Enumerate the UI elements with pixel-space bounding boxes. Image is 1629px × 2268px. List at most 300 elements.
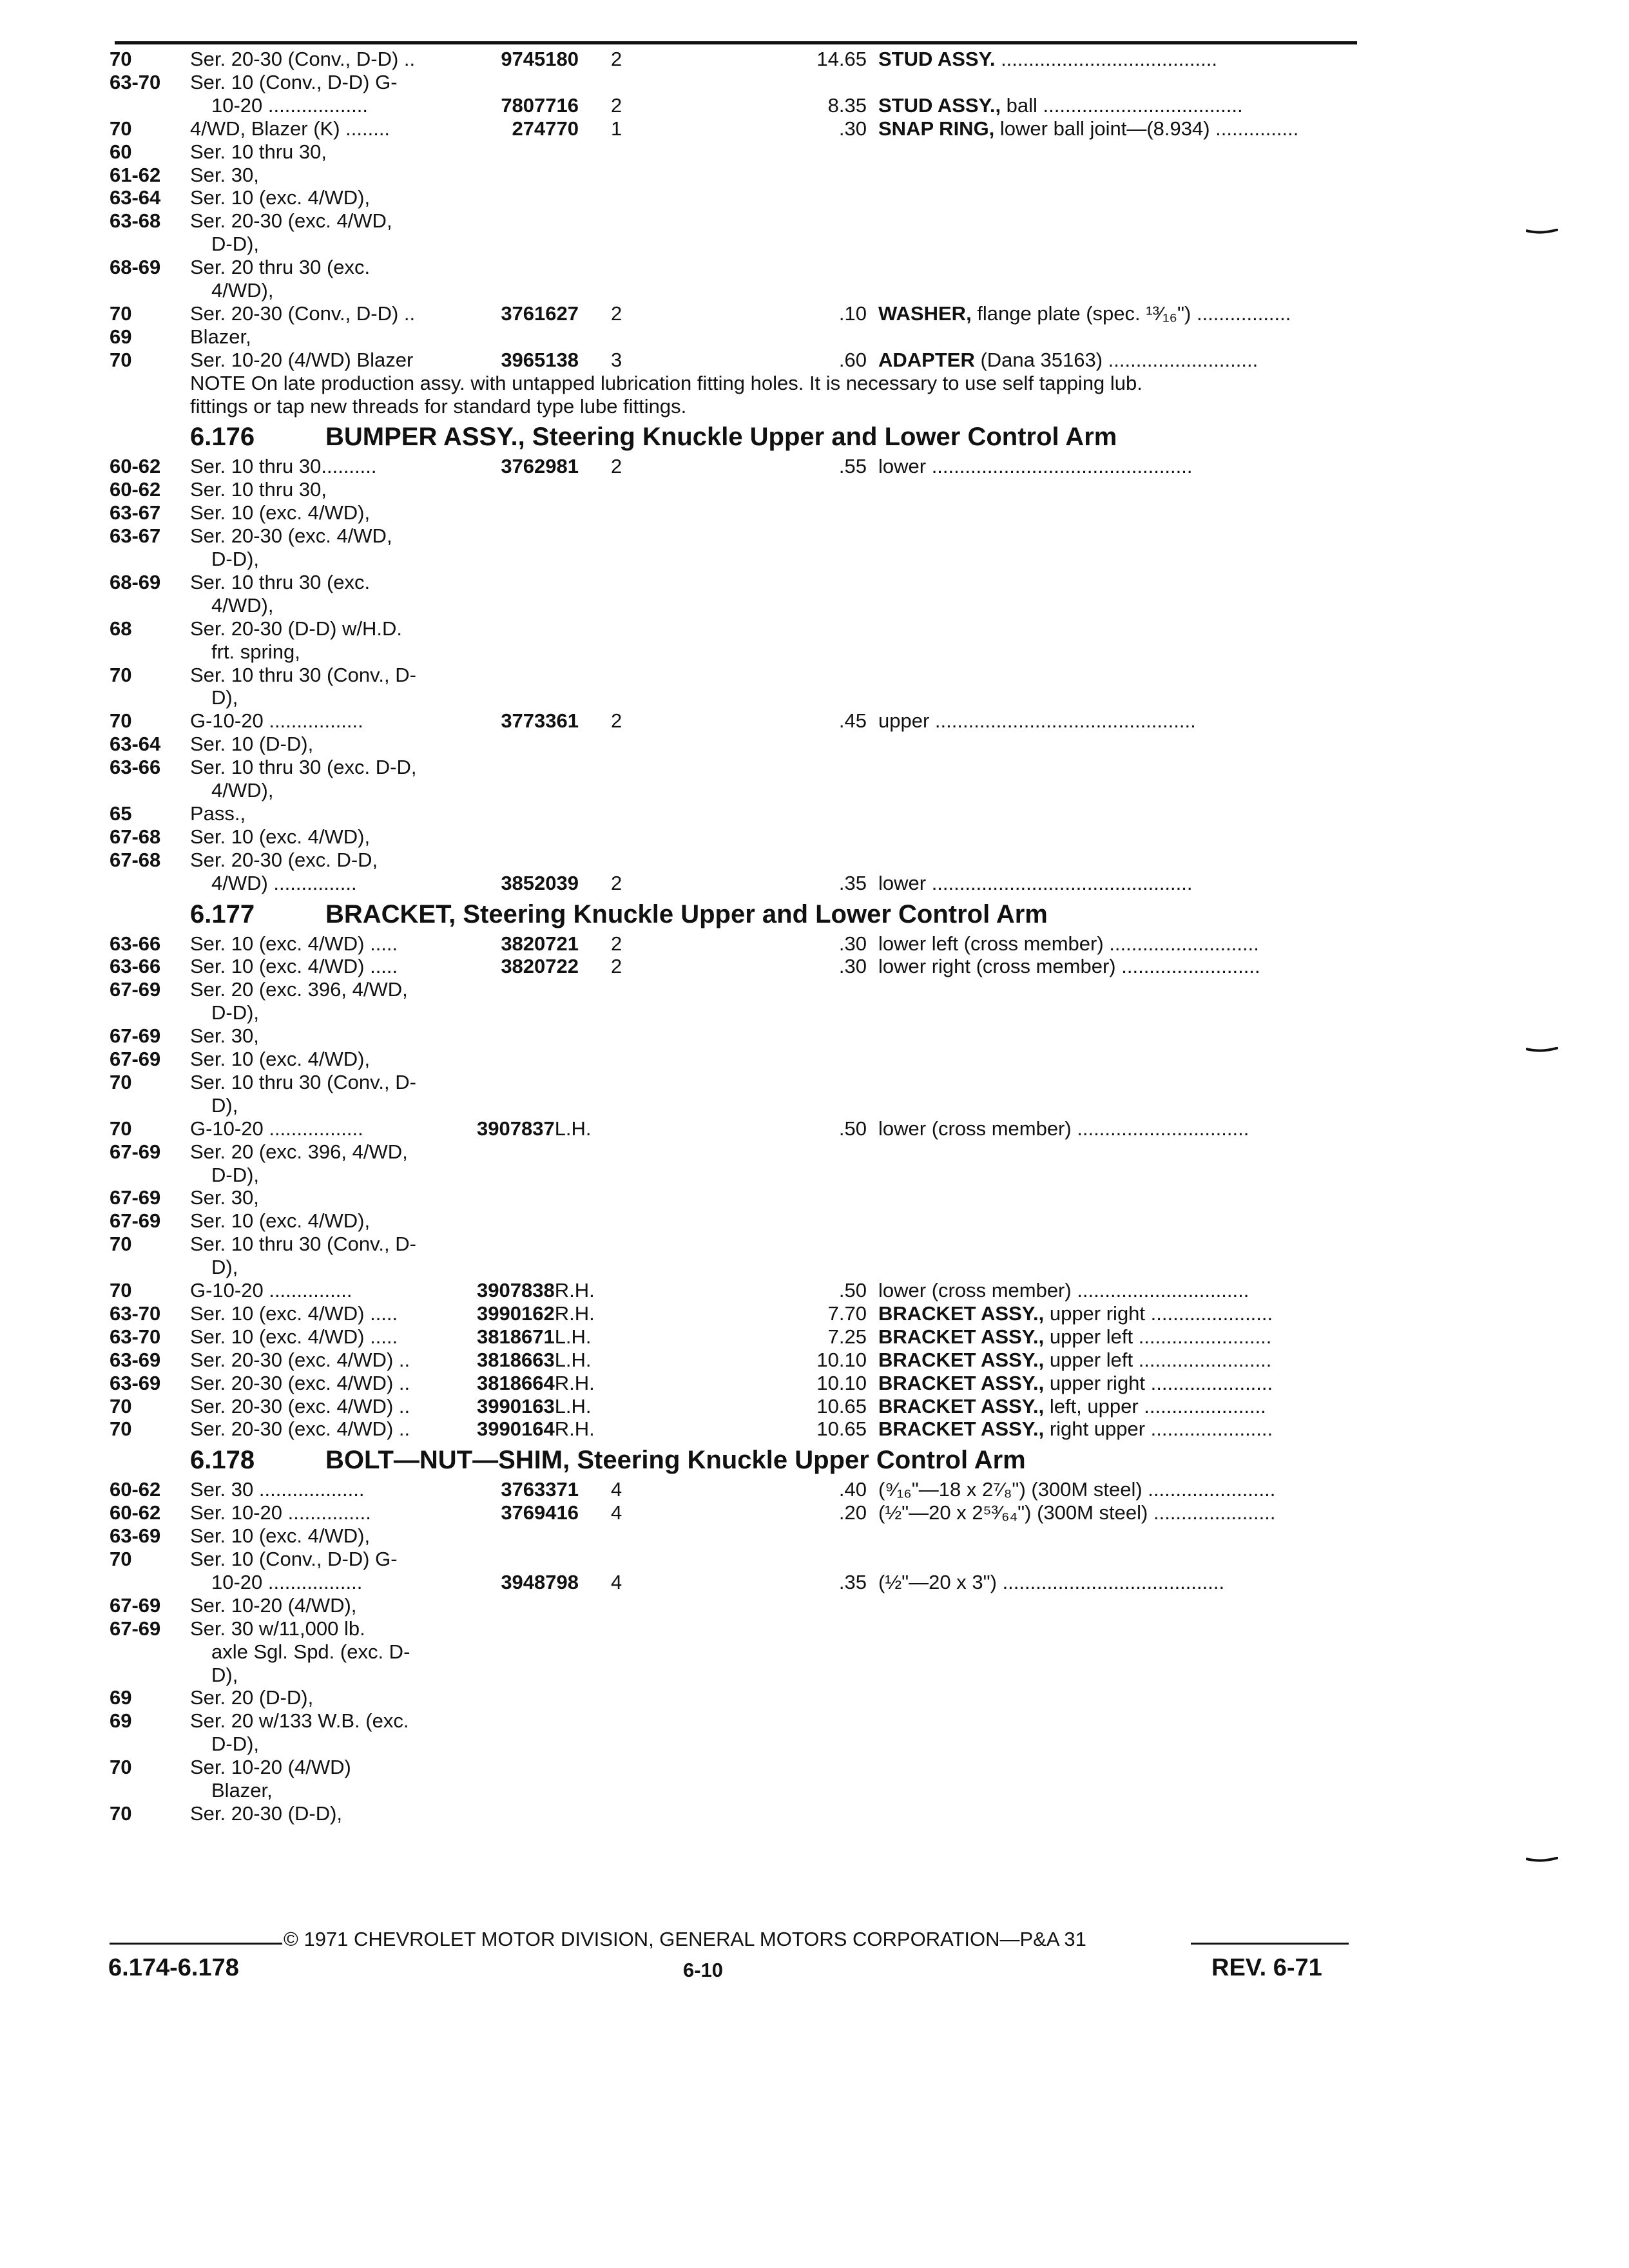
application: Ser. 20 w/133 W.B. (exc. <box>190 1709 409 1733</box>
quantity: 2 <box>611 932 622 955</box>
table-row <box>110 1709 1360 1733</box>
application: Ser. 10 (exc. 4/WD), <box>190 1524 371 1548</box>
application: Ser. 10 thru 30 (exc. D-D, <box>190 756 417 779</box>
model-years: 60 <box>110 140 132 163</box>
table-row <box>110 733 1360 756</box>
table-row <box>110 1617 1360 1640</box>
model-years: 70 <box>110 1802 132 1825</box>
price: .40 <box>838 1478 867 1501</box>
application: 4/WD), <box>211 593 274 617</box>
part-number-value: 3763371 <box>501 1478 579 1501</box>
application: D), <box>211 686 238 709</box>
application: frt. spring, <box>211 640 300 663</box>
model-years: 63-67 <box>110 524 161 548</box>
page-number: 6-10 <box>683 1959 724 1981</box>
model-years: 70 <box>110 348 132 371</box>
description <box>878 709 1458 733</box>
application: Pass., <box>190 802 246 825</box>
quantity: 4 <box>611 1501 622 1524</box>
application: Ser. 20-30 (D-D) w/H.D. <box>190 617 403 640</box>
part-number-value: 3852039 <box>501 871 579 894</box>
table-row <box>110 1164 1360 1187</box>
description-text: (½"—20 x 3") ........................................ <box>878 1570 1225 1593</box>
table-row <box>110 1478 1360 1501</box>
application: D-D), <box>211 233 260 256</box>
description-text: ball .................................... <box>1001 93 1243 117</box>
part-number-value: 3761627 <box>501 302 579 325</box>
description-text: lower (cross member) ............................... <box>878 1279 1249 1302</box>
table-row <box>110 1279 1360 1302</box>
table-row <box>110 1664 1360 1687</box>
price: .60 <box>838 348 867 371</box>
model-years: 70 <box>110 302 132 325</box>
part-number-value: 3990162 <box>477 1302 555 1325</box>
description-text: ....................................... <box>995 48 1217 70</box>
section-title: BRACKET, Steering Knuckle Upper and Lower Control Arm <box>325 899 1048 928</box>
application: G-10-20 ............... <box>190 1279 352 1302</box>
model-years: 70 <box>110 1279 132 1302</box>
application: Ser. 10-20 (4/WD) Blazer <box>190 348 414 371</box>
price: 8.35 <box>827 93 867 117</box>
part-number <box>470 1325 606 1349</box>
part-number-value: 3818663 <box>477 1348 555 1371</box>
part-number <box>476 1571 579 1594</box>
part-number <box>470 1117 606 1140</box>
table-row <box>110 325 1360 349</box>
model-years: 67-69 <box>110 1617 161 1640</box>
quantity: 2 <box>611 871 622 894</box>
price: 10.65 <box>816 1418 867 1441</box>
note-line: fittings or tap new threads for standard type lube fittings. <box>190 394 687 418</box>
model-years: 63-67 <box>110 501 161 524</box>
part-number-value: 3948798 <box>501 1570 579 1593</box>
application: Ser. 30, <box>190 1186 259 1209</box>
table-row <box>110 571 1360 594</box>
table-row <box>110 825 1360 849</box>
application: Ser. 30, <box>190 163 259 186</box>
table-row <box>110 709 1360 733</box>
description-bold: ADAPTER <box>878 348 975 371</box>
application: 10-20 .................. <box>211 93 368 117</box>
part-number-value: 3820721 <box>501 932 579 955</box>
application: D-D), <box>211 1163 260 1186</box>
price: 10.10 <box>816 1371 867 1394</box>
application: Ser. 10 thru 30, <box>190 140 327 163</box>
model-years: 67-68 <box>110 825 161 848</box>
section-number: 6.178 <box>190 1446 255 1475</box>
table-row <box>110 256 1360 279</box>
application: D), <box>211 1663 238 1686</box>
model-years: 69 <box>110 1686 132 1709</box>
description <box>878 1349 1458 1372</box>
application: Ser. 10 thru 30 (Conv., D- <box>190 663 416 686</box>
part-number <box>470 1279 606 1302</box>
table-row <box>110 932 1360 956</box>
model-years: 63-66 <box>110 932 161 955</box>
model-years: 68-69 <box>110 256 161 279</box>
description <box>878 955 1458 978</box>
table-row <box>110 1594 1360 1617</box>
side-suffix: R.H. <box>554 1279 595 1302</box>
application: Ser. 20-30 (exc. 4/WD) .. <box>190 1418 410 1441</box>
description-text: flange plate (spec. ¹³⁄₁₆") ................. <box>971 302 1291 325</box>
description-bold: BRACKET ASSY., <box>878 1394 1045 1418</box>
description-text: upper left ........................ <box>1044 1348 1272 1371</box>
model-years: 63-70 <box>110 1302 161 1325</box>
table-row <box>110 802 1360 825</box>
price: .45 <box>838 709 867 733</box>
table-row <box>110 279 1360 302</box>
model-years: 67-69 <box>110 1209 161 1233</box>
description <box>878 94 1458 117</box>
model-years: 70 <box>110 709 132 733</box>
table-row <box>110 756 1360 779</box>
model-years: 63-69 <box>110 1371 161 1394</box>
description-text: lower left (cross member) ........................... <box>878 932 1259 955</box>
table-row <box>110 1186 1360 1209</box>
part-number <box>476 48 579 71</box>
part-number <box>476 117 579 140</box>
model-years: 70 <box>110 1117 132 1140</box>
table-row <box>110 1756 1360 1779</box>
table-row <box>110 117 1360 140</box>
model-years: 70 <box>110 1233 132 1256</box>
description-text: (½"—20 x 2⁵³⁄₆₄") (300M steel) ...................... <box>878 1501 1276 1524</box>
side-suffix: L.H. <box>554 1348 592 1371</box>
part-number <box>476 872 579 895</box>
table-row <box>110 1256 1360 1279</box>
model-years: 63-70 <box>110 70 161 93</box>
table-row <box>110 686 1360 709</box>
model-years: 63-66 <box>110 756 161 779</box>
model-years: 63-70 <box>110 1325 161 1348</box>
model-years: 60-62 <box>110 455 161 478</box>
application: Ser. 30 w/11,000 lb. <box>190 1617 365 1640</box>
part-number-value: 3773361 <box>501 709 579 733</box>
model-years: 63-66 <box>110 955 161 978</box>
price: .50 <box>838 1117 867 1140</box>
application: Ser. 10 (exc. 4/WD) ..... <box>190 955 398 978</box>
price: .10 <box>838 302 867 325</box>
model-years: 67-69 <box>110 1593 161 1617</box>
price: 14.65 <box>816 48 867 70</box>
quantity: 2 <box>611 302 622 325</box>
table-row <box>110 186 1360 209</box>
part-number <box>476 1478 579 1501</box>
table-row <box>110 548 1360 571</box>
description <box>878 1372 1458 1395</box>
application: Ser. 20-30 (exc. D-D, <box>190 848 378 871</box>
table-row <box>110 349 1360 372</box>
description <box>878 872 1458 895</box>
application: Ser. 20 thru 30 (exc. <box>190 256 371 279</box>
description-bold: SNAP RING, <box>878 117 995 140</box>
table-row <box>110 1209 1360 1233</box>
price: 10.10 <box>816 1348 867 1371</box>
model-years: 67-69 <box>110 1024 161 1048</box>
description <box>878 455 1458 478</box>
description-text: lower right (cross member) ......................... <box>878 955 1260 978</box>
table-row <box>110 1071 1360 1094</box>
application: Ser. 20 (D-D), <box>190 1686 314 1709</box>
note-line: NOTE On late production assy. with untapped lubrication fitting holes. It is necessary to use self tapping lub. <box>190 371 1142 394</box>
quantity: 2 <box>611 455 622 478</box>
application: 4/WD), <box>211 279 274 302</box>
model-years: 70 <box>110 1418 132 1441</box>
application: Ser. 10 (exc. 4/WD), <box>190 1048 371 1070</box>
table-row <box>110 779 1360 802</box>
part-number-value: 3907838 <box>477 1279 555 1302</box>
application: 4/WD) ............... <box>211 871 357 894</box>
description <box>878 1501 1458 1524</box>
application: Ser. 10 thru 30 (Conv., D- <box>190 1070 416 1093</box>
part-number-value: 3907837 <box>477 1117 555 1140</box>
description-text: upper right ...................... <box>1044 1371 1273 1394</box>
description-text: lower ............................................... <box>878 871 1193 894</box>
description <box>878 1478 1458 1501</box>
description <box>878 1279 1458 1302</box>
table-row <box>110 1802 1360 1825</box>
model-years: 67-69 <box>110 978 161 1001</box>
application: Ser. 10 (exc. 4/WD) ..... <box>190 1302 398 1325</box>
application: 4/WD), <box>211 779 274 802</box>
description-text: lower (cross member) ............................... <box>878 1117 1249 1140</box>
application: D-D), <box>211 1733 260 1756</box>
model-years: 63-64 <box>110 733 161 756</box>
side-suffix: L.H. <box>554 1394 592 1418</box>
price: .35 <box>838 871 867 894</box>
price: .30 <box>838 955 867 978</box>
application: Ser. 10 (exc. 4/WD), <box>190 186 371 209</box>
application: D), <box>211 1256 238 1279</box>
table-row <box>110 140 1360 164</box>
quantity: 2 <box>611 709 622 733</box>
quantity: 4 <box>611 1478 622 1501</box>
application: Ser. 20 (exc. 396, 4/WD, <box>190 1140 408 1163</box>
application: Ser. 10 thru 30, <box>190 478 327 501</box>
part-number <box>470 1418 606 1441</box>
application: G-10-20 ................. <box>190 1117 363 1140</box>
table-row <box>110 664 1360 687</box>
description-text: upper left ........................ <box>1044 1325 1272 1348</box>
quantity: 2 <box>611 93 622 117</box>
model-years: 67-69 <box>110 1186 161 1209</box>
table-row <box>110 872 1360 895</box>
table-row <box>110 302 1360 325</box>
part-number <box>476 955 579 978</box>
application: axle Sgl. Spd. (exc. D- <box>211 1640 410 1663</box>
table-row <box>110 1501 1360 1524</box>
application: Ser. 20-30 (exc. 4/WD) .. <box>190 1394 410 1418</box>
model-years: 63-68 <box>110 209 161 233</box>
application: D), <box>211 1093 238 1117</box>
part-number-value: 3762981 <box>501 455 579 478</box>
application: Ser. 30 ................... <box>190 1478 365 1501</box>
price: .30 <box>838 117 867 140</box>
application: 10-20 ................. <box>211 1570 363 1593</box>
description-text: right upper ...................... <box>1044 1418 1273 1441</box>
application: Ser. 20 (exc. 396, 4/WD, <box>190 978 408 1001</box>
application: Ser. 10 (Conv., D-D) G- <box>190 70 398 93</box>
table-row <box>110 1233 1360 1256</box>
application: Ser. 10 thru 30 (exc. <box>190 570 371 593</box>
revision-label: REV. 6-71 <box>1211 1954 1322 1981</box>
part-number-value: 7807716 <box>501 93 579 117</box>
model-years: 70 <box>110 1070 132 1093</box>
table-row <box>110 1395 1360 1418</box>
quantity: 2 <box>611 955 622 978</box>
table-row <box>110 1548 1360 1571</box>
table-row <box>110 1140 1360 1164</box>
application: D-D), <box>211 548 260 570</box>
table-row <box>110 640 1360 664</box>
section-title: BUMPER ASSY., Steering Knuckle Upper and Lower Control Arm <box>325 423 1117 452</box>
part-number-value: 3769416 <box>501 1501 579 1524</box>
section-number: 6.177 <box>190 899 255 928</box>
model-years: 67-69 <box>110 1048 161 1070</box>
table-row <box>110 1733 1360 1756</box>
table-row <box>110 501 1360 524</box>
part-number-value: 3818671 <box>477 1325 555 1348</box>
side-suffix: L.H. <box>554 1117 592 1140</box>
side-suffix: R.H. <box>554 1371 595 1394</box>
application: Ser. 10 (exc. 4/WD), <box>190 825 371 848</box>
table-row <box>110 455 1360 478</box>
section-range: 6.174-6.178 <box>108 1954 239 1981</box>
table-row <box>110 1686 1360 1709</box>
description <box>878 1418 1458 1441</box>
model-years: 68 <box>110 617 132 640</box>
application: Ser. 10-20 (4/WD), <box>190 1593 357 1617</box>
part-number-value: 3990164 <box>477 1418 555 1441</box>
table-row <box>110 1372 1360 1395</box>
application: Ser. 20-30 (exc. 4/WD) .. <box>190 1348 410 1371</box>
model-years: 68-69 <box>110 570 161 593</box>
part-number <box>476 709 579 733</box>
model-years: 69 <box>110 325 132 348</box>
model-years: 61-62 <box>110 163 161 186</box>
model-years: 63-69 <box>110 1524 161 1548</box>
model-years: 69 <box>110 1709 132 1733</box>
application: Blazer, <box>190 325 251 348</box>
application: D-D), <box>211 1001 260 1024</box>
description <box>878 302 1458 325</box>
application: Ser. 10 (Conv., D-D) G- <box>190 1548 398 1570</box>
application: Ser. 10 thru 30 (Conv., D- <box>190 1233 416 1256</box>
application: G-10-20 ................. <box>190 709 363 733</box>
part-number <box>470 1349 606 1372</box>
part-number-value: 3820722 <box>501 955 579 978</box>
section-number: 6.176 <box>190 423 255 452</box>
price: 10.65 <box>816 1394 867 1418</box>
section-title: BOLT—NUT—SHIM, Steering Knuckle Upper Control Arm <box>325 1446 1026 1475</box>
description-bold: BRACKET ASSY., <box>878 1325 1045 1348</box>
application: Ser. 10-20 (4/WD) <box>190 1756 351 1779</box>
application: Ser. 30, <box>190 1024 259 1048</box>
table-row <box>110 94 1360 117</box>
description-text: left, upper ...................... <box>1044 1394 1266 1418</box>
table-row <box>110 209 1360 233</box>
part-number-value: 9745180 <box>501 48 579 70</box>
part-number <box>470 1395 606 1418</box>
description-bold: BRACKET ASSY., <box>878 1371 1045 1394</box>
table-row <box>110 1001 1360 1024</box>
application: Ser. 20-30 (exc. 4/WD) .. <box>190 1371 410 1394</box>
price: .55 <box>838 455 867 478</box>
application: Ser. 20-30 (exc. 4/WD, <box>190 209 392 233</box>
part-number-value: 3990163 <box>477 1394 555 1418</box>
application: Ser. 20-30 (Conv., D-D) .. <box>190 302 416 325</box>
model-years: 63-64 <box>110 186 161 209</box>
model-years: 60-62 <box>110 478 161 501</box>
description <box>878 349 1458 372</box>
table-row <box>110 978 1360 1001</box>
table-row <box>110 1349 1360 1372</box>
model-years: 63-69 <box>110 1348 161 1371</box>
application: Ser. 10 (exc. 4/WD) ..... <box>190 1325 398 1348</box>
price: .20 <box>838 1501 867 1524</box>
table-row <box>110 1640 1360 1664</box>
description-text: (⁹⁄₁₆"—18 x 2⁷⁄₈") (300M steel) ....................... <box>878 1478 1276 1501</box>
table-row <box>110 1571 1360 1594</box>
section-heading <box>190 899 1350 930</box>
table-row <box>110 955 1360 978</box>
description <box>878 1325 1458 1349</box>
table-row <box>110 71 1360 94</box>
scan-edge-mark <box>1526 1857 1558 1863</box>
table-row <box>110 1779 1360 1802</box>
table-row <box>110 233 1360 256</box>
model-years: 70 <box>110 117 132 140</box>
copyright-line: © 1971 CHEVROLET MOTOR DIVISION, GENERAL MOTORS CORPORATION—P&A 31 <box>284 1928 1086 1950</box>
scan-edge-mark <box>1526 229 1558 235</box>
part-number-value: 274770 <box>512 117 579 140</box>
model-years: 70 <box>110 1756 132 1779</box>
model-years: 70 <box>110 663 132 686</box>
description-bold: BRACKET ASSY., <box>878 1418 1045 1441</box>
description <box>878 1395 1458 1418</box>
table-row <box>110 1418 1360 1441</box>
application: Ser. 10 thru 30.......... <box>190 455 377 478</box>
table-row <box>110 1048 1360 1071</box>
description <box>878 1571 1458 1594</box>
description <box>878 1117 1458 1140</box>
description-bold: WASHER, <box>878 302 972 325</box>
description-bold: BRACKET ASSY., <box>878 1302 1045 1325</box>
model-years: 70 <box>110 1548 132 1570</box>
part-number-value: 3965138 <box>501 348 579 371</box>
application: Ser. 20-30 (Conv., D-D) .. <box>190 48 416 70</box>
part-number <box>476 94 579 117</box>
table-row <box>110 617 1360 640</box>
description-text: (Dana 35163) ........................... <box>974 348 1258 371</box>
description-text: lower ............................................... <box>878 455 1193 478</box>
application: Ser. 20-30 (exc. 4/WD, <box>190 524 392 548</box>
application: Ser. 10 (D-D), <box>190 733 314 756</box>
part-number <box>470 1372 606 1395</box>
description <box>878 117 1458 140</box>
part-number-value: 3818664 <box>477 1371 555 1394</box>
quantity: 3 <box>611 348 622 371</box>
part-number <box>476 932 579 956</box>
top-rule <box>115 41 1357 44</box>
price: 7.70 <box>827 1302 867 1325</box>
quantity: 4 <box>611 1570 622 1593</box>
model-years: 70 <box>110 1394 132 1418</box>
table-row <box>110 164 1360 187</box>
part-number <box>476 455 579 478</box>
description-bold: STUD ASSY., <box>878 93 1001 117</box>
